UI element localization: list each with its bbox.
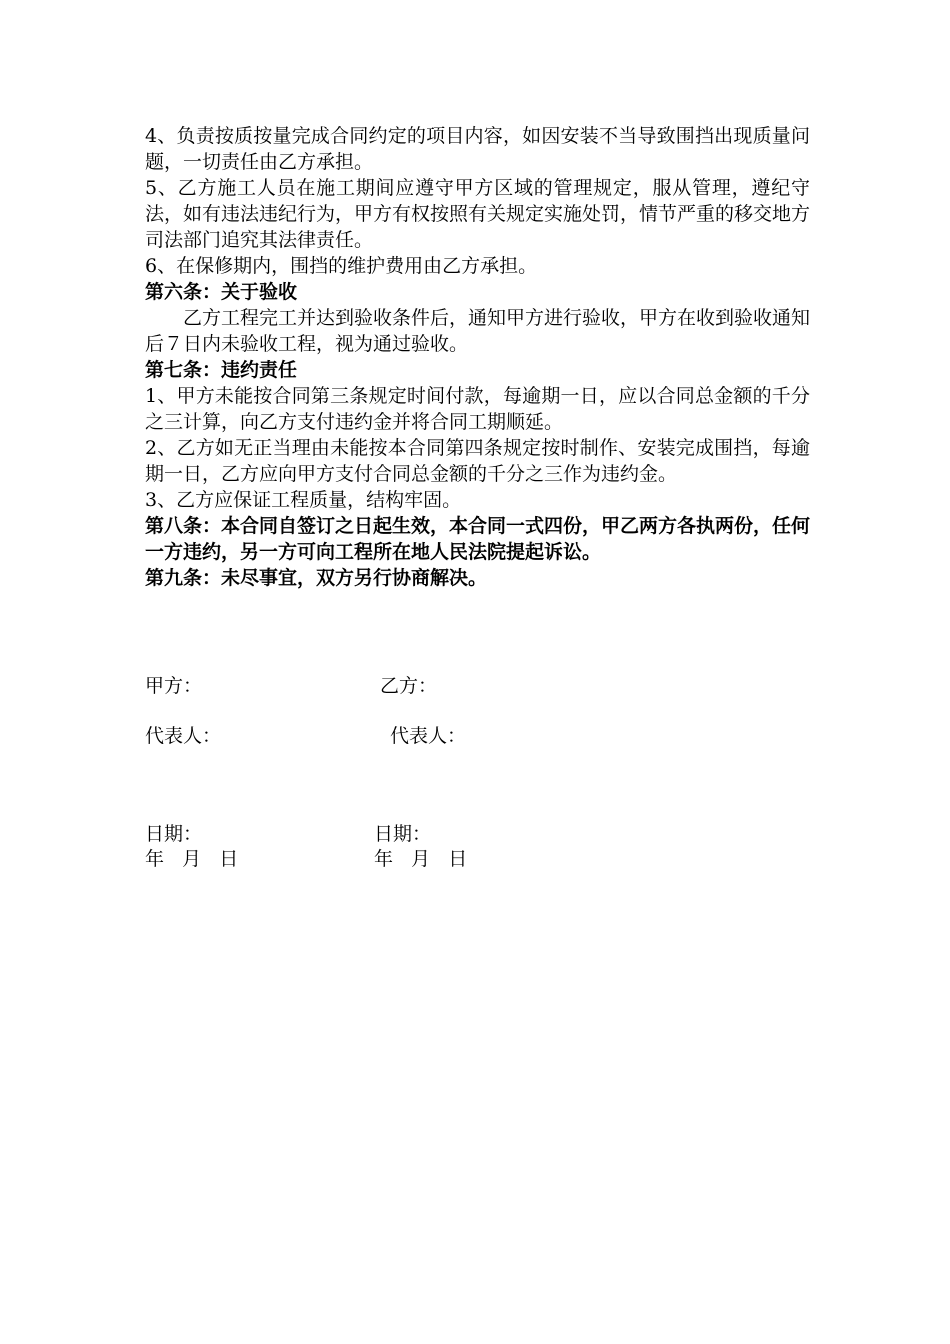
article-7-clause-3: 3、乙方应保证工程质量，结构牢固。 [145,489,462,511]
clause-6: 6、在保修期内，围挡的维护费用由乙方承担。 [145,255,538,277]
article-7-title: 第七条：违约责任 [145,359,298,381]
article-8: 第八条：本合同自签订之日起生效，本合同一式四份，甲乙两方各执两份，任何一方违约，另一方可向工程所在地人民法院提起诉讼。 [145,515,811,563]
date-a-label: 日期： [145,823,203,845]
article-7-clause-1: 1、甲方未能按合同第三条规定时间付款，每逾期一日，应以合同总金额的千分之三计算，向乙方支付违约金并将合同工期顺延。 [145,385,810,433]
party-a-label: 甲方： [145,675,203,697]
party-b-label: 乙方： [380,675,438,697]
date-b-ymd: 年 月 日 [374,848,468,870]
article-9: 第九条：未尽事宜，双方另行协商解决。 [145,567,488,589]
article-7-clause-2: 2、乙方如无正当理由未能按本合同第四条规定按时制作、安装完成围挡，每逾期一日，乙方应向甲方支付合同总金额的千分之三作为违约金。 [145,437,810,485]
clause-5: 5、乙方施工人员在施工期间应遵守甲方区域的管理规定，服从管理，遵纪守法，如有违法违纪行为，甲方有权按照有关规定实施处罚，情节严重的移交地方司法部门追究其法律责任。 [145,177,811,251]
article-6-title: 第六条：关于验收 [145,281,298,303]
clause-4: 4、负责按质按量完成合同约定的项目内容，如因安装不当导致围挡出现质量问题，一切责任由乙方承担。 [145,125,810,173]
date-b-label: 日期： [374,823,432,845]
representative-b-label: 代表人： [390,725,467,747]
representative-a-label: 代表人： [145,725,222,747]
date-a-ymd: 年 月 日 [145,848,239,870]
article-6-body: 乙方工程完工并达到验收条件后，通知甲方进行验收，甲方在收到验收通知后７日内未验收工程，视为通过验收。 [145,307,811,355]
contract-body [145,123,810,591]
